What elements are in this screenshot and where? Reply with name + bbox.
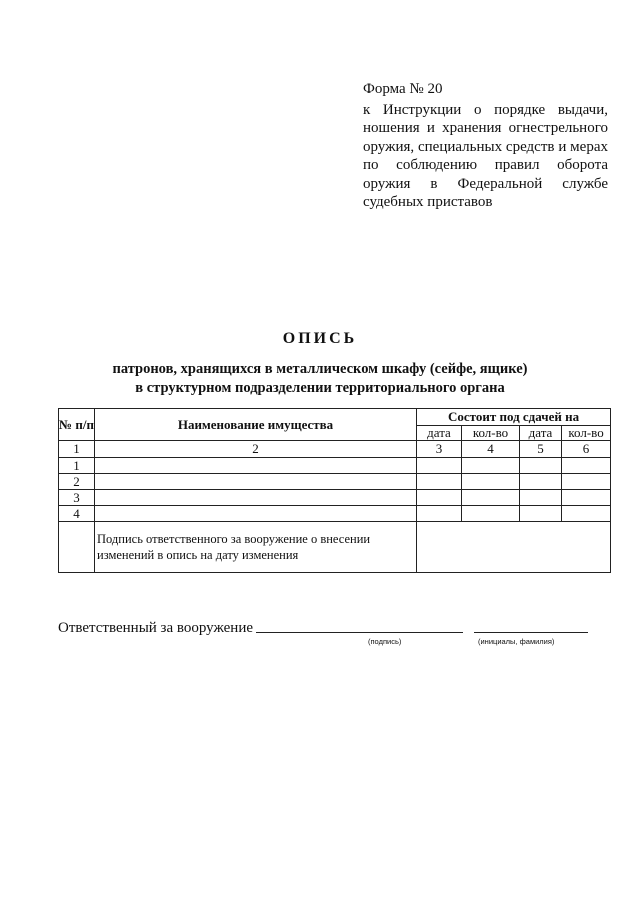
item-name-cell[interactable] [95,474,417,490]
column-number-2: 2 [95,441,417,458]
subheader-date-2: дата [520,426,562,441]
qty-cell[interactable] [562,490,611,506]
subtitle-line-2: в структурном подразделении территориального органа [135,380,505,396]
date-cell[interactable] [520,490,562,506]
column-number-5: 5 [520,441,562,458]
table-row [59,458,611,474]
instruction-reference: к Инструкции о порядке выдачи, ношения и хранения огнестрельного оружия, специальных средств и мерах по соблюдению правил оборота оружия в Федеральной службе судебных приставов [363,101,608,210]
qty-cell[interactable] [462,506,520,522]
initials-line[interactable] [474,632,588,633]
item-name-cell[interactable] [95,506,417,522]
signature-line[interactable] [256,632,463,633]
date-cell[interactable] [417,490,462,506]
item-name-cell[interactable] [95,490,417,506]
subtitle-line-1: патронов, хранящихся в металлическом шкафу (сейфе, ящике) [112,361,528,377]
header-number: № п/п [59,409,95,441]
document-subtitle [0,360,640,398]
column-number-6: 6 [562,441,611,458]
date-cell[interactable] [520,474,562,490]
column-number-3: 3 [417,441,462,458]
row-number: 4 [59,506,95,522]
column-number-1: 1 [59,441,95,458]
initials-caption: (инициалы, фамилия) [478,637,555,646]
row-number: 3 [59,490,95,506]
subheader-qty-1: кол-во [462,426,520,441]
signature-row-number-cell [59,522,95,573]
responsible-label: Ответственный за вооружение [58,620,254,636]
qty-cell[interactable] [462,490,520,506]
date-cell[interactable] [417,458,462,474]
signature-note: Подпись ответственного за вооружение о внесении изменений в опись на дату изменения [95,522,417,573]
signature-cell[interactable] [417,522,611,573]
table-row [59,506,611,522]
qty-cell[interactable] [462,458,520,474]
date-cell[interactable] [417,506,462,522]
subheader-date-1: дата [417,426,462,441]
header-state: Состоит под сдачей на [417,409,611,426]
qty-cell[interactable] [562,458,611,474]
qty-cell[interactable] [562,474,611,490]
table-row [59,490,611,506]
row-number: 1 [59,458,95,474]
document-title: ОПИСЬ [282,330,358,347]
table-row [59,474,611,490]
column-number-4: 4 [462,441,520,458]
date-cell[interactable] [520,506,562,522]
date-cell[interactable] [520,458,562,474]
signature-caption: (подпись) [368,637,402,646]
header-item-name: Наименование имущества [95,409,417,441]
item-name-cell[interactable] [95,458,417,474]
subheader-qty-2: кол-во [562,426,611,441]
form-number: Форма № 20 [363,81,443,97]
qty-cell[interactable] [562,506,611,522]
row-number: 2 [59,474,95,490]
date-cell[interactable] [417,474,462,490]
form-header [363,80,608,212]
qty-cell[interactable] [462,474,520,490]
signature-row [59,522,611,573]
inventory-table [58,408,611,573]
